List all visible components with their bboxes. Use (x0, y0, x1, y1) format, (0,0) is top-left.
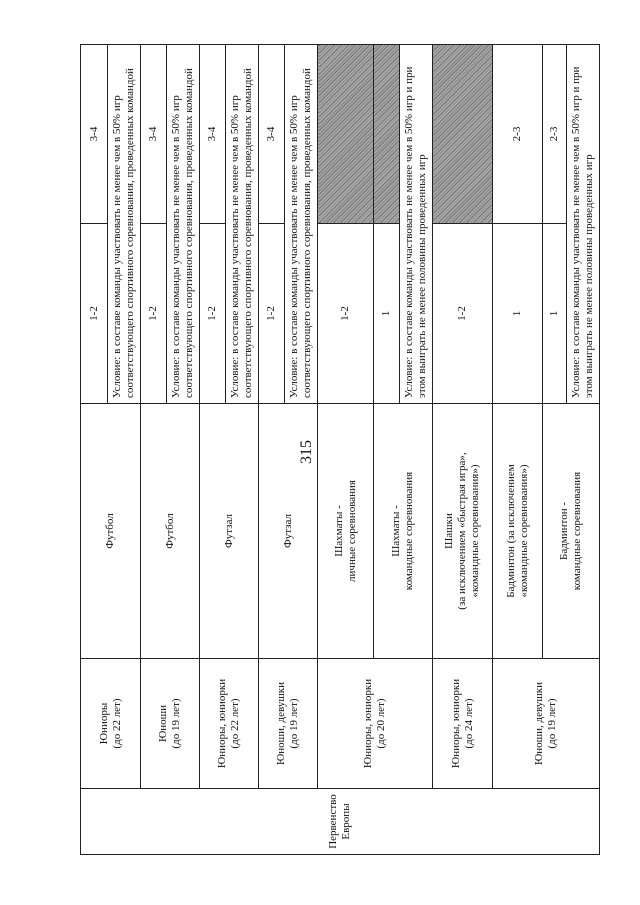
condition-cell: Условие: в составе команды участвовать не менее чем в 50% игр соответствующего спортивного соревнования, проведенных командой (108, 45, 141, 404)
age-cell: Юноши (до 19 лет) (141, 659, 200, 789)
sport-cell: Шашки (за исключением «быстрая игра», «командные соревнования») (433, 404, 493, 659)
results-table (80, 44, 600, 855)
sport-cell: Футбол (81, 404, 141, 659)
place-cell: 2-3 (543, 45, 567, 224)
age-cell: Юниоры, юниорки (до 24 лет) (433, 659, 493, 789)
age-cell: Юниоры, юниорки (до 20 лет) (318, 659, 433, 789)
place-cell: 3-4 (200, 45, 226, 224)
condition-cell: Условие: в составе команды участвовать не менее чем в 50% игр и при этом выиграть не менее половины проведенных игр (567, 45, 600, 404)
condition-cell: Условие: в составе команды участвовать не менее чем в 50% игр соответствующего спортивного соревнования, проведенных командой (226, 45, 259, 404)
age-cell: Юниоры (до 22 лет) (81, 659, 141, 789)
condition-cell: Условие: в составе команды участвовать не менее чем в 50% игр соответствующего спортивного соревнования, проведенных командой (167, 45, 200, 404)
sport-cell: Бадминтон (за исключением «командные соревнования») (493, 404, 543, 659)
age-cell: Юноши, девушки (до 19 лет) (259, 659, 318, 789)
place-cell: 1 (374, 224, 400, 404)
table-row (141, 45, 167, 855)
table-row (493, 45, 543, 855)
place-cell: 3-4 (141, 45, 167, 224)
sport-cell: Футбол (141, 404, 200, 659)
place-cell: 1-2 (433, 224, 493, 404)
page-number: 315 (298, 440, 315, 464)
table-row (259, 45, 285, 855)
table-row (81, 45, 108, 855)
sport-cell: Шахматы - личные соревнования (318, 404, 374, 659)
condition-cell: Условие: в составе команды участвовать не менее чем в 50% игр и при этом выиграть не менее половины проведенных игр (400, 45, 433, 404)
place-cell: 1 (543, 224, 567, 404)
age-cell: Юниоры, юниорки (до 22 лет) (200, 659, 259, 789)
place-cell: 3-4 (259, 45, 285, 224)
age-cell: Юноши, девушки (до 19 лет) (493, 659, 600, 789)
place-cell: 1-2 (141, 224, 167, 404)
sport-cell: Футзал (200, 404, 259, 659)
shaded-cell (374, 45, 400, 224)
rotated-table-container (80, 45, 595, 855)
shaded-cell (433, 45, 493, 224)
shaded-cell (318, 45, 374, 224)
sport-cell: Бадминтон - командные соревнования (543, 404, 600, 659)
table-row (318, 45, 374, 855)
place-cell: 2-3 (493, 45, 543, 224)
place-cell: 1-2 (259, 224, 285, 404)
sport-cell: Шахматы - командные соревнования (374, 404, 433, 659)
place-cell: 1-2 (200, 224, 226, 404)
competition-cell: Первенство Европы (81, 789, 600, 855)
table-row (433, 45, 493, 855)
sport-cell: Футзал (259, 404, 318, 659)
place-cell: 1 (493, 224, 543, 404)
place-cell: 1-2 (81, 224, 108, 404)
condition-cell: Условие: в составе команды участвовать не менее чем в 50% игр соответствующего спортивного соревнования, проведенных командой (285, 45, 318, 404)
place-cell: 3-4 (81, 45, 108, 224)
table-row (200, 45, 226, 855)
place-cell: 1-2 (318, 224, 374, 404)
